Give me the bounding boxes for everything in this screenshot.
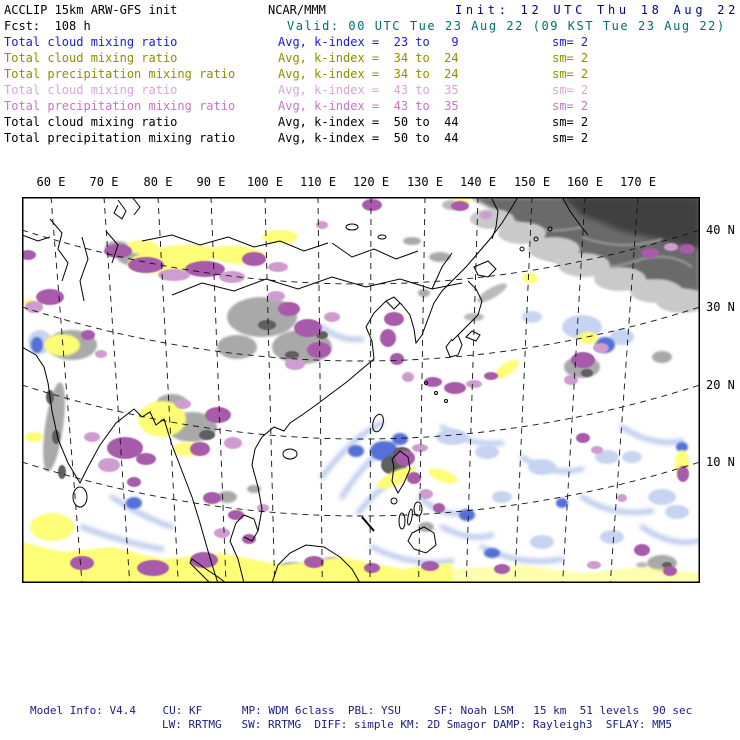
latitude-tick-label: 10 N <box>706 455 735 469</box>
model-info-line1: Model Info: V4.4 CU: KF MP: WDM 6class PBL: YSU SF: Noah LSM 15 km 51 levels 90 sec <box>30 704 693 717</box>
longitude-tick-label: 90 E <box>196 175 226 189</box>
longitude-tick-label: 130 E <box>406 175 444 189</box>
longitude-tick-label: 70 E <box>89 175 119 189</box>
legend-kindex-stat: Avg, k-index = 34 to 24 <box>278 67 459 81</box>
longitude-tick-label: 120 E <box>352 175 390 189</box>
longitude-tick-label: 140 E <box>459 175 497 189</box>
legend-smoothing: sm= 2 <box>552 67 589 81</box>
latitude-tick-label: 20 N <box>706 378 735 392</box>
legend-field-name: Total cloud mixing ratio <box>4 115 178 129</box>
legend-kindex-stat: Avg, k-index = 43 to 35 <box>278 83 459 97</box>
graticule-parallel <box>22 307 700 361</box>
legend-kindex-stat: Avg, k-index = 50 to 44 <box>278 115 459 129</box>
graticule-meridian <box>466 197 478 583</box>
longitude-tick-label: 60 E <box>36 175 66 189</box>
longitude-tick-label: 170 E <box>619 175 657 189</box>
longitude-tick-label: 110 E <box>299 175 337 189</box>
valid-time: Valid: 00 UTC Tue 23 Aug 22 (09 KST Tue 23 Aug 22) <box>287 19 726 33</box>
model-title: ACCLIP 15km ARW-GFS init <box>4 3 178 17</box>
longitude-tick-label: 100 E <box>246 175 284 189</box>
legend-field-name: Total cloud mixing ratio <box>4 83 178 97</box>
latitude-tick-label: 30 N <box>706 300 735 314</box>
org-title: NCAR/MMM <box>268 3 326 17</box>
legend-smoothing: sm= 2 <box>552 51 589 65</box>
legend-smoothing: sm= 2 <box>552 83 589 97</box>
legend-kindex-stat: Avg, k-index = 50 to 44 <box>278 131 459 145</box>
legend-smoothing: sm= 2 <box>552 115 589 129</box>
legend-field-name: Total precipitation mixing ratio <box>4 67 236 81</box>
legend-smoothing: sm= 2 <box>552 35 589 49</box>
graticule-meridian <box>515 197 532 583</box>
legend-field-name: Total precipitation mixing ratio <box>4 99 236 113</box>
graticule-parallel <box>22 385 700 439</box>
legend-smoothing: sm= 2 <box>552 99 589 113</box>
model-info-line2: LW: RRTMG SW: RRTMG DIFF: simple KM: 2D Smagor DAMP: Rayleigh3 SFLAY: MM5 <box>162 718 672 731</box>
longitude-tick-label: 150 E <box>513 175 551 189</box>
graticule-meridian <box>318 197 322 583</box>
graticule-meridian <box>265 197 275 583</box>
legend-field-name: Total precipitation mixing ratio <box>4 131 236 145</box>
legend-field-name: Total cloud mixing ratio <box>4 51 178 65</box>
forecast-hour: Fcst: 108 h <box>4 19 91 33</box>
map-area <box>22 197 700 583</box>
weather-map-graphic <box>22 197 700 583</box>
latitude-tick-label: 40 N <box>706 223 735 237</box>
legend-kindex-stat: Avg, k-index = 43 to 35 <box>278 99 459 113</box>
legend-kindex-stat: Avg, k-index = 23 to 9 <box>278 35 459 49</box>
gray-cloud-layer <box>39 197 700 580</box>
longitude-tick-label: 80 E <box>143 175 173 189</box>
init-time: Init: 12 UTC Thu 18 Aug 22 <box>455 3 740 17</box>
legend-field-name: Total cloud mixing ratio <box>4 35 178 49</box>
legend-smoothing: sm= 2 <box>552 131 589 145</box>
longitude-tick-label: 160 E <box>566 175 604 189</box>
legend-kindex-stat: Avg, k-index = 34 to 24 <box>278 51 459 65</box>
